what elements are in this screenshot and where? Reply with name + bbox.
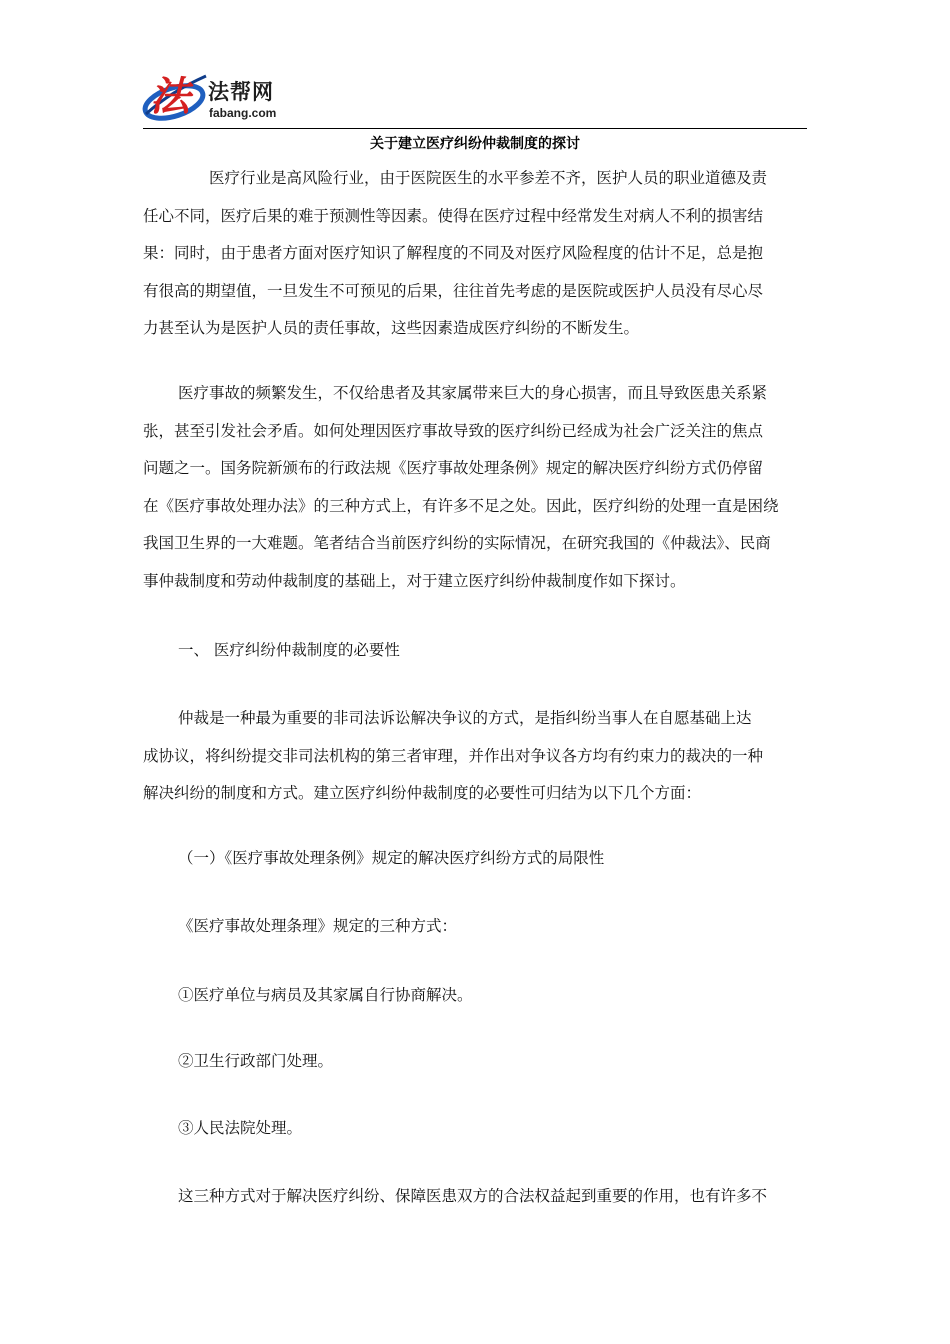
- paragraph-1-line: 医疗行业是高风险行业，由于医院医生的水平参差不齐，医护人员的职业道德及责: [209, 169, 768, 187]
- method-item-2: ②卫生行政部门处理。: [178, 1052, 334, 1070]
- logo-glyph: 法: [150, 73, 190, 120]
- paragraph-3: [143, 700, 807, 813]
- paragraph-2-line: 在《医疗事故处理办法》的三种方式上，有许多不足之处。因此，医疗纠纷的处理一直是困绕: [143, 496, 779, 515]
- paragraph-2-line: 张，甚至引发社会矛盾。如何处理因医疗事故导致的医疗纠纷已经成为社会广泛关注的焦点: [143, 421, 764, 440]
- logo-title: 法帮网: [208, 80, 274, 104]
- paragraph-2-line: 问题之一。国务院新颁布的行政法规《医疗事故处理条例》规定的解决医疗纠纷方式仍停留: [143, 459, 764, 477]
- paragraph-3-line: 成协议，将纠纷提交非司法机构的第三者审理，并作出对争议各方均有约束力的裁决的一种: [143, 746, 764, 765]
- paragraph-2-line: 我国卫生界的一大难题。笔者结合当前医疗纠纷的实际情况，在研究我国的《仲裁法》、民商: [143, 534, 771, 552]
- header-rule: [143, 128, 807, 129]
- paragraph-4: [143, 1178, 807, 1216]
- subsection-1-heading: （一）《医疗事故处理条例》规定的解决医疗纠纷方式的局限性: [178, 849, 605, 867]
- method-item-1: ①医疗单位与病员及其家属自行协商解决。: [178, 986, 473, 1004]
- paragraph-1-line: 任心不同，医疗后果的难于预测性等因素。使得在医疗过程中经常发生对病人不利的损害结: [143, 206, 764, 225]
- paragraph-1-line: 果：同时，由于患者方面对医疗知识了解程度的不同及对医疗风险程度的估计不足，总是抱: [143, 244, 764, 262]
- paragraph-2-line: 事仲裁制度和劳动仲裁制度的基础上，对于建立医疗纠纷仲裁制度作如下探讨。: [143, 571, 686, 590]
- fabang-logo: [140, 62, 310, 128]
- paragraph-1-line: 有很高的期望值，一旦发生不可预见的后果，往往首先考虑的是医院或医护人员没有尽心尽: [143, 281, 764, 300]
- logo-domain: fabang.com: [209, 106, 277, 120]
- paragraph-3-line: 仲裁是一种最为重要的非司法诉讼解决争议的方式，是指纠纷当事人在自愿基础上达: [178, 709, 752, 727]
- paragraph-4-line: 这三种方式对于解决医疗纠纷、保障医患双方的合法权益起到重要的作用，也有许多不: [178, 1187, 768, 1205]
- paragraph-2-line: 医疗事故的频繁发生，不仅给患者及其家属带来巨大的身心损害，而且导致医患关系紧: [178, 384, 768, 402]
- paragraph-3-line: 解决纠纷的制度和方式。建立医疗纠纷仲裁制度的必要性可归结为以下几个方面：: [143, 784, 702, 802]
- paragraph-2: [143, 375, 807, 600]
- paragraph-1: [143, 160, 807, 348]
- paragraph-1-line: 力甚至认为是医护人员的责任事故，这些因素造成医疗纠纷的不断发生。: [143, 319, 640, 337]
- section-1-heading: 一、 医疗纠纷仲裁制度的必要性: [178, 641, 400, 659]
- three-methods-intro: 《医疗事故处理条理》规定的三种方式：: [178, 917, 458, 935]
- method-item-3: ③人民法院处理。: [178, 1119, 303, 1137]
- document-title: 关于建立医疗纠纷仲裁制度的探讨: [370, 136, 580, 152]
